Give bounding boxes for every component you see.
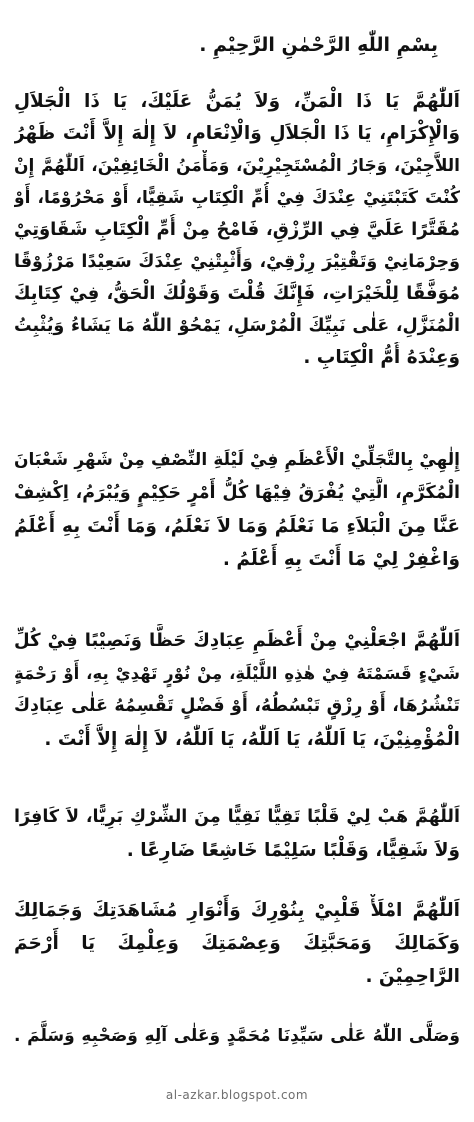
prayer-paragraph-3 bbox=[14, 624, 460, 756]
paragraph-line: اَللّٰهُمَّ اجْعَلْنِيْ مِنْ أَعْظَمِ عِبَادِكَ حَظًّا وَنَصِيْبًا فِيْ كُلِّ bbox=[14, 630, 460, 651]
paragraph-line: اللاَّجِيْنَ، وَجَارُ الْمُسْتَجِيْرِيْنَ، وَمَأْمَنُ الْخَائِفِيْنَ، اَللّٰهُمَّ إِنْ bbox=[14, 156, 460, 176]
paragraph-line: مُوَفَّقًا لِلْخَيْرَاتِ، فَإِنَّكَ قُلْتَ وَقَوْلُكَ الْحَقُّ، فِيْ كِتَابِكَ bbox=[14, 283, 460, 304]
paragraph-line: وَعِنْدَهُ أُمُّ الْكِتَابِ . bbox=[303, 347, 460, 368]
paragraph-line: الْمُنَزَّلِ، عَلٰى نَبِيِّكَ الْمُرْسَلِ، يَمْحُوْ اللّٰهُ مَا يَشَاءُ وَيُثْبِتُ bbox=[14, 316, 460, 336]
paragraph-line: وَالْإِكْرَامِ، يَا ذَا الْجَلاَلِ وَالْاِنْعَامِ، لاَ إِلٰهَ إِلاَّ أَنْتَ ظَهْرُ bbox=[14, 123, 460, 144]
paragraph-line: وَحِرْمَانِيْ وَتَقْتِيْرَ رِزْقِيْ، وَأَثْبِتْنِيْ عِنْدَكَ سَعِيْدًا مَرْزُوْقًا bbox=[14, 252, 460, 272]
paragraph-line: الْمُكَرَّمِ، الَّتِيْ يُفْرَقُ فِيْهَا كُلُّ أَمْرٍ حَكِيْمٍ وَيُبْرَمُ، اِكْشِفْ bbox=[14, 483, 460, 503]
paragraph-line: شَيْءٍ قَسَمْتَهُ فِيْ هٰذِهِ اللَّيْلَةِ، مِنْ نُوْرٍ تَهْدِيْ بِهِ، أَوْ رَحْمَةٍ bbox=[14, 664, 460, 683]
paragraph-line: اَللّٰهُمَّ امْلَأْ قَلْبِيْ بِنُوْرِكَ وَأَنْوَارِ مُشَاهَدَتِكَ وَجَمَالِكَ bbox=[14, 900, 460, 921]
basmala-heading bbox=[199, 30, 438, 60]
paragraph-line: كُنْتَ كَتَبْتَنِيْ عِنْدَكَ فِيْ أُمِّ الْكِتَابِ شَقِيًّا، أَوْ مَحْرُوْمًا، أَوْ bbox=[14, 188, 460, 208]
paragraph-line: عَنَّا مِنَ الْبَلاَءِ مَا نَعْلَمُ وَمَا لاَ نَعْلَمُ، وَمَا أَنْتَ بِهِ أَعْلَمُ bbox=[14, 516, 460, 537]
source-watermark: al-azkar.blogspot.com bbox=[165, 1088, 309, 1102]
prayer-paragraph-4 bbox=[14, 801, 460, 867]
paragraph-line: اَللّٰهُمَّ هَبْ لِيْ قَلْبًا تَقِيًّا نَقِيًّا مِنَ الشِّرْكِ بَرِيًّا، لاَ كَافِرًا bbox=[14, 807, 460, 827]
basmala-line: بِسْمِ اللّٰهِ الرَّحْمٰنِ الرَّحِيْمِ . bbox=[199, 34, 438, 56]
paragraph-line: الرَّاحِمِيْنَ . bbox=[365, 966, 460, 987]
paragraph-line: وَاغْفِرْ لِيْ مَا أَنْتَ بِهِ أَعْلَمُ . bbox=[222, 549, 460, 570]
prayer-paragraph-5 bbox=[14, 894, 460, 993]
paragraph-line: تَنْشُرُهَا، أَوْ رِزْقٍ تَبْسُطُهُ، أَوْ فَضْلٍ تَقْسِمُهُ عَلٰى عِبَادِكَ bbox=[14, 696, 460, 716]
paragraph-line: وَصَلَّى اللّٰهُ عَلٰى سَيِّدِنَا مُحَمَّدٍ وَعَلٰى آلِهِ وَصَحْبِهِ وَسَلَّمَ . bbox=[14, 1026, 460, 1046]
prayer-paragraph-1 bbox=[14, 86, 460, 374]
prayer-paragraph-2 bbox=[14, 444, 460, 576]
paragraph-line: وَلاَ شَقِيًّا، وَقَلْبًا سَلِيْمًا خَاشِعًا ضَارِعًا . bbox=[126, 840, 460, 861]
paragraph-line: وَكَمَالِكَ وَمَحَبَّتِكَ وَعِصْمَتِكَ وَعِلْمِكَ يَا أَرْحَمَ bbox=[14, 933, 460, 954]
paragraph-line: الْمُؤْمِنِيْنَ، يَا اَللّٰهُ، يَا اَللّٰهُ، يَا اَللّٰهُ، لاَ إِلٰهَ إِلاَّ أَنْتَ . bbox=[44, 729, 460, 750]
closing-salawat bbox=[14, 1020, 460, 1053]
paragraph-line: إِلٰهِيْ بِالتَّجَلِّيْ الْأَعْظَمِ فِيْ لَيْلَةِ النِّصْفِ مِنْ شَهْرِ شَعْبَانَ bbox=[14, 450, 460, 470]
paragraph-line: اَللّٰهُمَّ يَا ذَا الْمَنِّ، وَلاَ يُمَنُّ عَلَيْكَ، يَا ذَا الْجَلاَلِ bbox=[14, 91, 460, 112]
paragraph-line: مُقَتَّرًا عَلَيَّ فِي الرِّزْقِ، فَامْحُ مِنْ أُمِّ الْكِتَابِ شَقَاوَتِيْ bbox=[14, 219, 460, 240]
